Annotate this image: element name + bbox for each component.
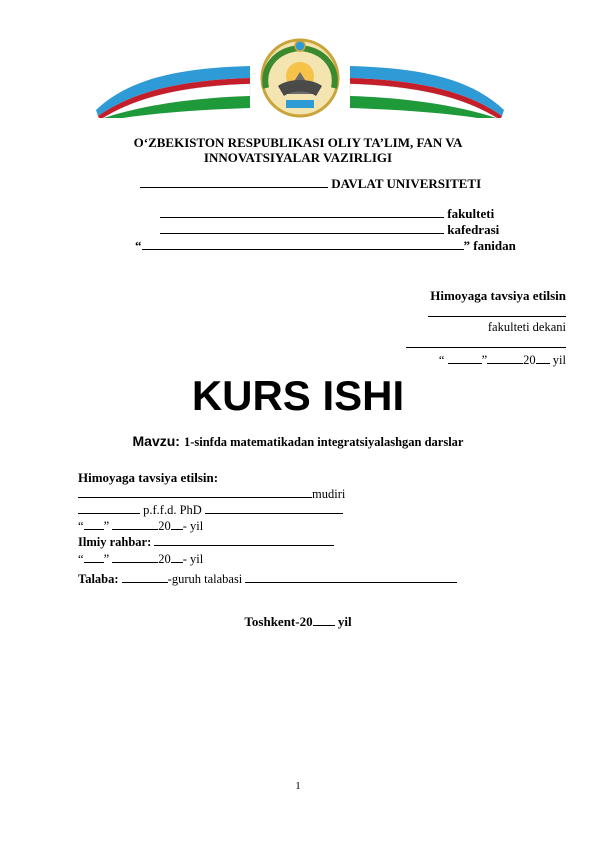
city-year bbox=[0, 614, 596, 629]
subject-prefix: “ bbox=[135, 238, 142, 253]
faculty-line bbox=[160, 206, 540, 221]
degree-label: p.f.f.d. PhD bbox=[140, 503, 205, 517]
dean-signature-blank bbox=[406, 347, 566, 348]
supervisor-date bbox=[78, 551, 378, 567]
dean-label: fakulteti dekani bbox=[487, 320, 566, 334]
faculty-suffix: fakulteti bbox=[447, 206, 495, 221]
student-label: Talaba: bbox=[78, 572, 119, 586]
sup-date-year-blank bbox=[171, 551, 183, 563]
topic-label: Mavzu: bbox=[132, 433, 180, 449]
sup-date-year-suffix: - yil bbox=[182, 552, 204, 566]
subject-name-blank bbox=[142, 238, 464, 250]
rec-date-month-blank bbox=[112, 518, 158, 530]
rec-date-year-blank bbox=[171, 518, 183, 530]
sup-date-open-quote: “ bbox=[78, 552, 84, 566]
rec-date-day-blank bbox=[84, 518, 104, 530]
rec-date-year-suffix: - yil bbox=[182, 519, 204, 533]
university-name-blank bbox=[140, 176, 328, 188]
date-day-blank bbox=[448, 352, 482, 364]
degree-name-blank bbox=[78, 502, 140, 514]
topic-value: 1-sinfda matematikadan integratsiyalashgan darslar bbox=[183, 435, 464, 449]
department-name-blank bbox=[160, 222, 444, 234]
city-year-suffix: yil bbox=[334, 614, 352, 629]
date-year-prefix: 20 bbox=[523, 353, 536, 367]
sup-date-month-blank bbox=[112, 551, 158, 563]
topic-line bbox=[0, 433, 596, 451]
rec-date-close-quote: ” bbox=[103, 519, 113, 533]
head-label: mudiri bbox=[312, 487, 346, 501]
approval-heading: Himoyaga tavsiya etilsin bbox=[430, 288, 566, 303]
student-line bbox=[78, 571, 518, 587]
recommendation-date bbox=[78, 518, 378, 534]
head-line bbox=[78, 486, 378, 502]
head-name-blank bbox=[78, 486, 312, 498]
rec-date-year-prefix: 20 bbox=[158, 519, 171, 533]
page-number: 1 bbox=[295, 780, 301, 792]
supervisor-line bbox=[78, 534, 398, 550]
student-group-blank bbox=[122, 571, 168, 583]
approval-date bbox=[300, 352, 566, 368]
subject-suffix: ” fanidan bbox=[463, 238, 516, 253]
faculty-name-blank bbox=[160, 206, 444, 218]
date-year-suffix: yil bbox=[549, 353, 566, 367]
date-month-blank bbox=[487, 352, 523, 364]
date-close-quote: ” bbox=[481, 353, 488, 367]
state-emblem bbox=[90, 38, 510, 118]
supervisor-label: Ilmiy rahbar: bbox=[78, 535, 152, 549]
sup-date-year-prefix: 20 bbox=[158, 552, 171, 566]
sup-date-close-quote: ” bbox=[103, 552, 113, 566]
degree-line bbox=[78, 502, 378, 518]
student-group-text: -guruh talabasi bbox=[167, 572, 246, 586]
year-blank bbox=[313, 614, 335, 626]
department-line bbox=[160, 222, 540, 237]
dean-faculty-blank bbox=[428, 316, 566, 317]
sup-date-day-blank bbox=[84, 551, 104, 563]
city-year-prefix: Toshkent-20 bbox=[244, 614, 313, 629]
emblem-with-flags-icon bbox=[90, 38, 510, 118]
university-line bbox=[140, 176, 540, 191]
date-open-quote: “ bbox=[438, 353, 448, 367]
department-suffix: kafedrasi bbox=[447, 222, 500, 237]
student-name-blank bbox=[245, 571, 457, 583]
ministry-line-1: O‘ZBEKISTON RESPUBLIKASI OLIY TA’LIM, FAN VA bbox=[133, 135, 463, 150]
document-title: KURS ISHI bbox=[191, 372, 405, 419]
supervisor-name-blank bbox=[154, 534, 334, 546]
rec-date-open-quote: “ bbox=[78, 519, 84, 533]
recommendation-heading: Himoyaga tavsiya etilsin: bbox=[78, 470, 219, 485]
subject-line bbox=[135, 238, 555, 253]
university-suffix: DAVLAT UNIVERSITETI bbox=[331, 176, 482, 191]
ministry-line-2: INNOVATSIYALAR VAZIRLIGI bbox=[203, 150, 393, 165]
date-year-blank bbox=[536, 352, 550, 364]
degree-signature-blank bbox=[205, 502, 343, 514]
